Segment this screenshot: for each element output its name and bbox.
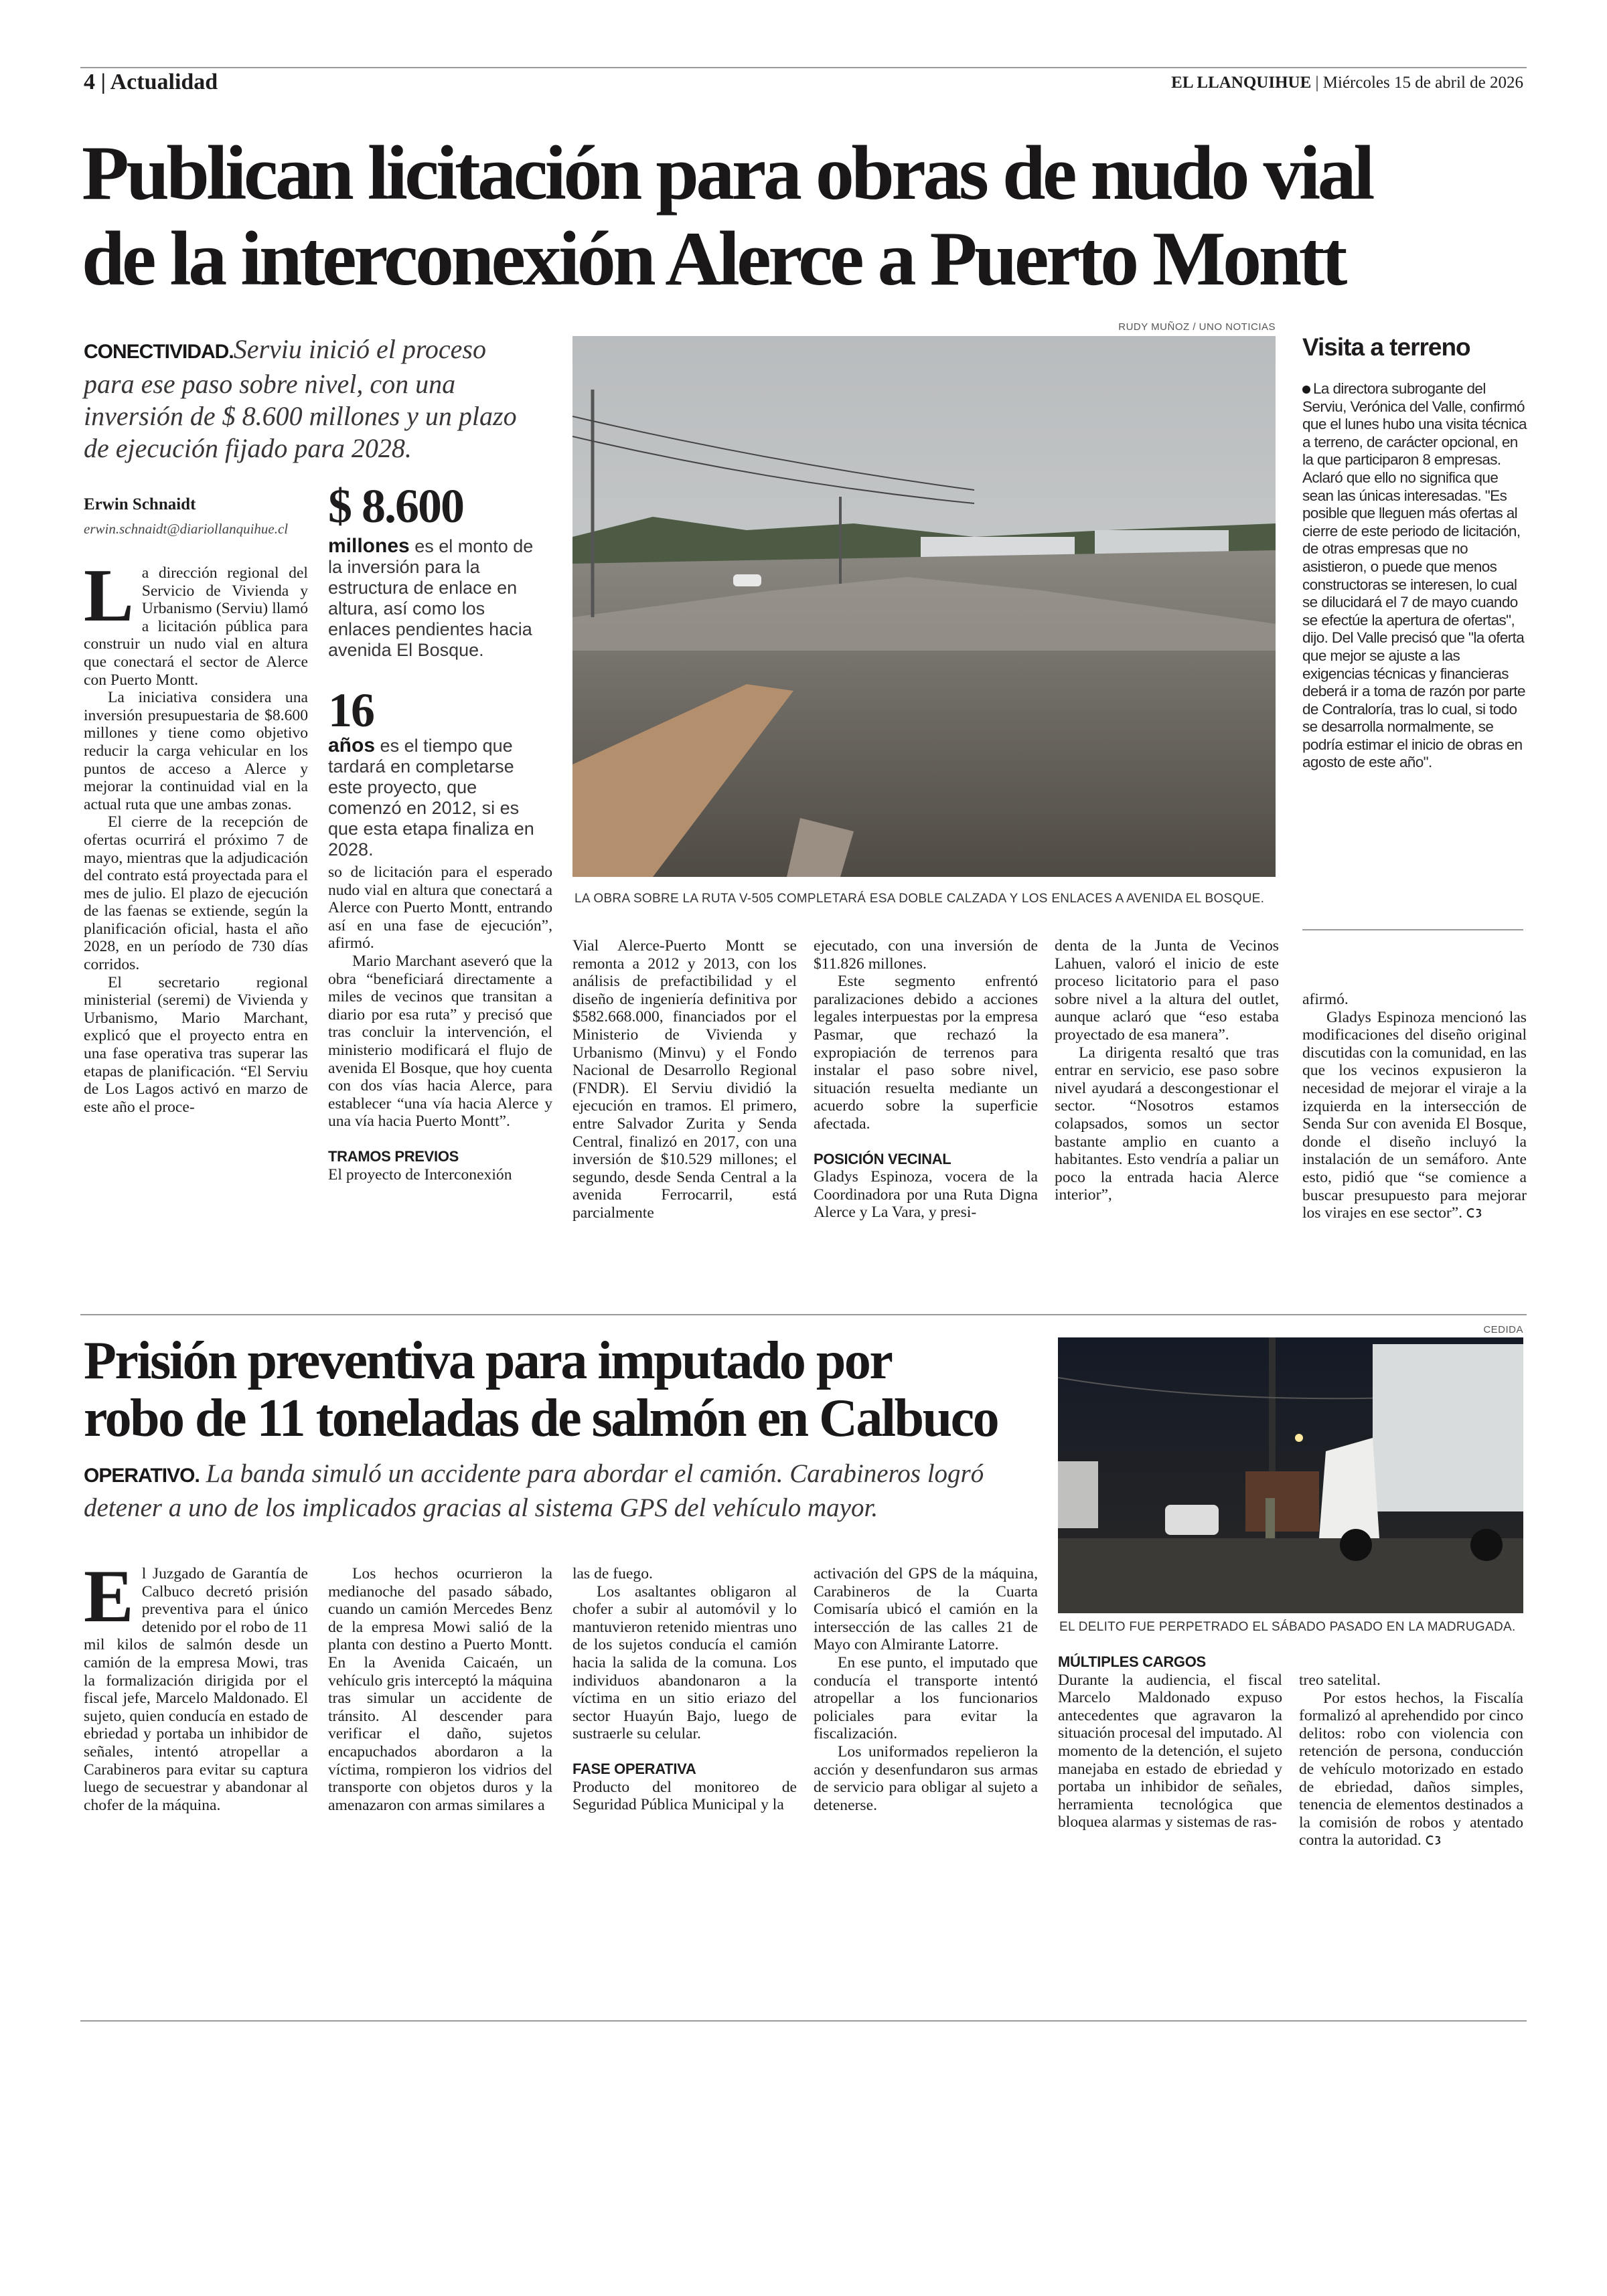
- stat-description: [328, 735, 549, 860]
- paragraph: Los uniformados repelieron la acción y desenfundaron sus armas de servicio para obligar al sujeto a detenerse.: [814, 1742, 1038, 1814]
- stat-lead: millones: [328, 535, 410, 557]
- paragraph: treo satelital.: [1299, 1671, 1381, 1689]
- sidebar-text: [1302, 380, 1527, 772]
- page-number: 4: [84, 70, 95, 94]
- paragraph: las de fuego.: [572, 1565, 653, 1582]
- paragraph: La dirigenta resaltó que tras entrar en servicio, ese paso sobre nivel ayudará a descongestionar el sector. “Nosotros estamos colapsados, somos un sector bastante amplio en cuanto a habitantes. Esto vendría a paliar un poco la entrada hacia Alerce interior”,: [1055, 1044, 1279, 1204]
- stat-description: [328, 536, 549, 661]
- paragraph: El cierre de la recepción de ofertas ocurrirá el próximo 7 de mayo, mientras que la adjudicación del contrato está proyectada para el mes de julio. El plazo de ejecución de las faenas se extiende, según la planificación oficial, hasta el año 2028, en un período de 730 días corridos.: [84, 813, 308, 974]
- deck-text: La banda simuló un accidente para abordar el camión. Carabineros logró detener a uno de los implicados gracias al sistema GPS del vehículo mayor.: [84, 1459, 984, 1522]
- paragraph: El secretario regional ministerial (seremi) de Vivienda y Urbanismo, Mario Marchant, explicó que el proyecto entra en una fase operativa tras superar las etapas de planificación. “El Serviu de Los Lagos activó en marzo de este año el proce-: [84, 973, 308, 1116]
- paragraph: Gladys Espinoza, vocera de la Coordinadora por una Ruta Digna Alerce y La Vara, y presi-: [814, 1168, 1038, 1222]
- article1-column-5: [1055, 937, 1279, 1204]
- drop-cap: L: [84, 554, 134, 637]
- newspaper-name: EL LLANQUIHUE: [1171, 74, 1312, 92]
- construction-site-photo: [572, 336, 1276, 877]
- stat-text: es el tiempo que tardará en completarse este proyecto, que comenzó en 2012, si es que esta etapa finaliza en 2028.: [328, 736, 534, 859]
- stat-number: $ 8.600: [328, 479, 463, 533]
- paragraph: Durante la audiencia, el fiscal Marcelo Maldonado expuso antecedentes que agravaron la situación procesal del imputado. Al momento de la detención, el sujeto manejaba en estado de ebriedad y portaba un inhibidor de señales, herramienta tecnológica que bloquea alarmas y sistemas de ras-: [1058, 1671, 1282, 1831]
- stat-lead: años: [328, 734, 376, 756]
- photo-credit: RUDY MUÑOZ / UNO NOTICIAS: [1118, 321, 1276, 333]
- paragraph: Producto del monitoreo de Seguridad Pública Municipal y la: [572, 1778, 797, 1814]
- article1-column-3: [572, 937, 797, 1222]
- subheading: TRAMOS PREVIOS: [328, 1147, 459, 1165]
- kicker: OPERATIVO.: [84, 1465, 200, 1487]
- paragraph: Los hechos ocurrieron la medianoche del pasado sábado, cuando un camión Mercedes Benz de la empresa Mowi salió de la planta con destino a Puerto Montt. En la Avenida Caicaén, un vehículo gris interceptó la máquina tras simular un accidente de tránsito. Al descender para verificar el daño, sujetos encapuchados abordaron a la víctima, rompieron los vidrios del transporte con objetos duros y la amenazaron con armas similares a: [328, 1565, 552, 1814]
- author-name: Erwin Schnaidt: [84, 495, 196, 513]
- construction-site-image: [572, 336, 1276, 877]
- night-scene-image: [1058, 1337, 1523, 1613]
- paragraph: Los asaltantes obligaron al chofer a subir al automóvil y lo mantuvieron retenido mientras uno de los sujetos conducía el camión hacia la salida de la comuna. Los individuos abandonaron a la víctima en un sitio eriazo del sector Huayún Bajo, luego de sustraerle su celular.: [572, 1582, 797, 1743]
- issue-date: Miércoles 15 de abril de 2026: [1322, 74, 1523, 92]
- subheading: POSICIÓN VECINAL: [814, 1150, 951, 1167]
- bullet-icon: [1302, 386, 1310, 394]
- article1-column-1: [84, 554, 308, 1116]
- paragraph: so de licitación para el esperado nudo vial en altura que conectará a Alerce con Puerto Montt, entrando así en una fase de ejecución”, afirmó.: [328, 864, 552, 953]
- lead-paragraph: [84, 1555, 308, 1814]
- paragraph-text: Por estos hechos, la Fiscalía formalizó al aprehendido por cinco delitos: robo con violencia con retención de persona, conducción de vehículo motorizado en estado de ebriedad, daños simples, tenencia de elementos destinados a la comisión de robos y atentado contra la autoridad.: [1299, 1689, 1523, 1850]
- paragraph: La iniciativa considera una inversión presupuestaria de $8.600 millones y tiene como objetivo reducir la carga vehicular en los puntos de acceso a Alerce y mejorar la continuidad vial en la actual ruta que une ambas zonas.: [84, 689, 308, 813]
- article2-column-2: [328, 1565, 552, 1814]
- deck-text: Serviu inició el proceso para ese paso sobre nivel, con una inversión de $ 8.600 millones y un plazo de ejecución fijado para 2028.: [84, 334, 517, 463]
- headline-line: Prisión preventiva para imputado por: [84, 1331, 892, 1390]
- article2-headline: [84, 1332, 1048, 1447]
- article-separator: [80, 1314, 1527, 1315]
- photo-caption: EL DELITO FUE PERPETRADO EL SÁBADO PASADO EN LA MADRUGADA.: [1059, 1620, 1516, 1634]
- night-truck-photo: [1058, 1337, 1523, 1613]
- sidebar-title: Visita a terreno: [1302, 333, 1470, 361]
- photo-credit: CEDIDA: [1483, 1324, 1523, 1335]
- paragraph: activación del GPS de la máquina, Carabineros de la Cuarta Comisaría ubicó el camión en la intersección de las calles 21 de Mayo con Almirante Latorre.: [814, 1565, 1038, 1654]
- paragraph: [1299, 1690, 1523, 1850]
- stat-text: es el monto de la inversión para la estructura de enlace en altura, así como los enlaces pendientes hacia avenida El Bosque.: [328, 536, 534, 660]
- end-mark-icon: [1466, 1207, 1485, 1219]
- paragraph: denta de la Junta de Vecinos Lahuen, valoró el inicio de este proceso licitatorio para el paso sobre nivel a la altura del outlet, aunque aclaró que “eso estaba proyectado de esa manera”.: [1055, 937, 1279, 1044]
- photo-caption: LA OBRA SOBRE LA RUTA V-505 COMPLETARÁ ESA DOBLE CALZADA Y LOS ENLACES A AVENIDA EL BOSQUE.: [575, 892, 1265, 906]
- paragraph-text: Gladys Espinoza mencionó las modificaciones del diseño original discutidas con la comunidad, en las que los vecinos expusieron la necesidad de mejorar el viraje a la izquierda en la intersección de Senda Sur con avenida El Bosque, donde el diseño incluyó la instalación de un semáforo. Ante esto, pidió que “se comience a buscar presupuesto para mejorar los virajes en ese sector”.: [1302, 1008, 1527, 1222]
- sidebar-body: La directora subrogante del Serviu, Verónica del Valle, confirmó que el lunes hubo una visita técnica a terreno, de carácter opcional, en la que participaron 8 empresas. Aclaró que ello no significa que sean las únicas interesadas. "Es posible que lleguen más ofertas al cierre de este periodo de licitación, de otras empresas que no asistieron, o puede que menos constructoras se interesen, lo cual se dilucidará el 7 de mayo cuando se efectúe la apertura de ofertas", dijo. Del Valle precisó que "la oferta que mejor se ajuste a las exigencias técnicas y financieras deberá ir a toma de razón por parte de Contraloría, tras lo cual, si todo se desarrolla normalmente, se podría estimar el inicio de obras en agosto de este año".: [1302, 380, 1527, 771]
- header-rule: [80, 67, 1527, 68]
- kicker: CONECTIVIDAD.: [84, 341, 234, 363]
- bottom-rule: [80, 2020, 1527, 2022]
- headline-line: de la interconexión Alerce a Puerto Montt: [82, 216, 1345, 302]
- article2-deck: [84, 1458, 1048, 1524]
- lead-paragraph: [84, 554, 308, 689]
- paragraph: afirmó.: [1302, 991, 1349, 1008]
- article1-column-2: [328, 864, 552, 1183]
- paragraph: Vial Alerce-Puerto Montt se remonta a 2012 y 2013, con los análisis de prefactibilidad y el diseño de ingeniería definitiva por $582.668.000, financiados por el Ministerio de Vivienda y Urbanismo (Minvu) y el Fondo Nacional de Desarrollo Regional (FNDR). El Serviu dividió la ejecución en tramos. El primero, entre Salvador Zurita y Senda Central, finalizó en 2017, con una inversión de $10.529 millones; el segundo, desde Senda Central a la avenida Ferrocarril, está parcialmente: [572, 937, 797, 1222]
- drop-cap: E: [84, 1555, 134, 1638]
- section-name: Actualidad: [110, 70, 218, 94]
- article2-column-3: [572, 1565, 797, 1814]
- paragraph-text: l Juzgado de Garantía de Calbuco decretó prisión preventiva para el único detenido por el robo de 11 mil kilos de salmón desde un camión de la empresa Mowi, tras la formalización dirigida por el fiscal jefe, Marcelo Maldonado. El sujeto, quien conducía en estado de ebriedad y portaba un inhibidor de señales, intentó atropellar a Carabineros para evitar su captura luego de secuestrar y abandonar al chofer de la máquina.: [84, 1565, 308, 1814]
- end-mark-icon: [1426, 1834, 1444, 1846]
- paragraph: En ese punto, el imputado que conducía el transporte intentó atropellar a los funcionarios policiales para evitar la fiscalización.: [814, 1653, 1038, 1743]
- section-label: 4 | Actualidad: [84, 70, 218, 94]
- subheading: MÚLTIPLES CARGOS: [1058, 1653, 1206, 1670]
- headline-line: robo de 11 toneladas de salmón en Calbuco: [84, 1389, 998, 1448]
- paragraph: [1302, 1009, 1527, 1222]
- paragraph: Mario Marchant aseveró que la obra “beneficiará directamente a miles de vecinos que transitan a diario por esa ruta” y precisó que tras concluir la intervención, el ministerio modificará el flujo de avenida El Bosque, que hoy cuenta con dos vías hacia Alerce, para establecer “una vía hacia Alerce y una vía hacia Puerto Montt”.: [328, 952, 552, 1131]
- article2-column-6: [1299, 1671, 1523, 1850]
- article2-column-1: [84, 1555, 308, 1814]
- paragraph: El proyecto de Interconexión: [328, 1165, 512, 1183]
- article1-column-4: [814, 937, 1038, 1222]
- article2-column-4: [814, 1565, 1038, 1814]
- stat-number: 16: [328, 683, 374, 737]
- article2-column-5: [1058, 1653, 1282, 1831]
- masthead: EL LLANQUIHUE | Miércoles 15 de abril de 2026: [1171, 74, 1523, 92]
- article1-headline: [82, 131, 1535, 302]
- paragraph-text: a dirección regional del Servicio de Vivienda y Urbanismo (Serviu) llamó a licitación pública para construir un nudo vial en altura que conectará el sector de Alerce con Puerto Montt.: [84, 564, 308, 689]
- article1-column-6: [1302, 991, 1527, 1222]
- paragraph: Este segmento enfrentó paralizaciones debido a acciones legales interpuestas por la empresa Pasmar, que rechazó la expropiación de terrenos para instalar el paso sobre nivel, situación resuelta mediante un acuerdo sobre la superficie afectada.: [814, 973, 1038, 1133]
- sidebar-rule: [1302, 929, 1523, 930]
- paragraph: ejecutado, con una inversión de $11.826 millones.: [814, 937, 1038, 973]
- subheading: FASE OPERATIVA: [572, 1760, 696, 1777]
- headline-line: Publican licitación para obras de nudo vial: [82, 131, 1373, 216]
- author-email[interactable]: erwin.schnaidt@diariollanquihue.cl: [84, 521, 289, 537]
- article1-deck: [84, 333, 539, 465]
